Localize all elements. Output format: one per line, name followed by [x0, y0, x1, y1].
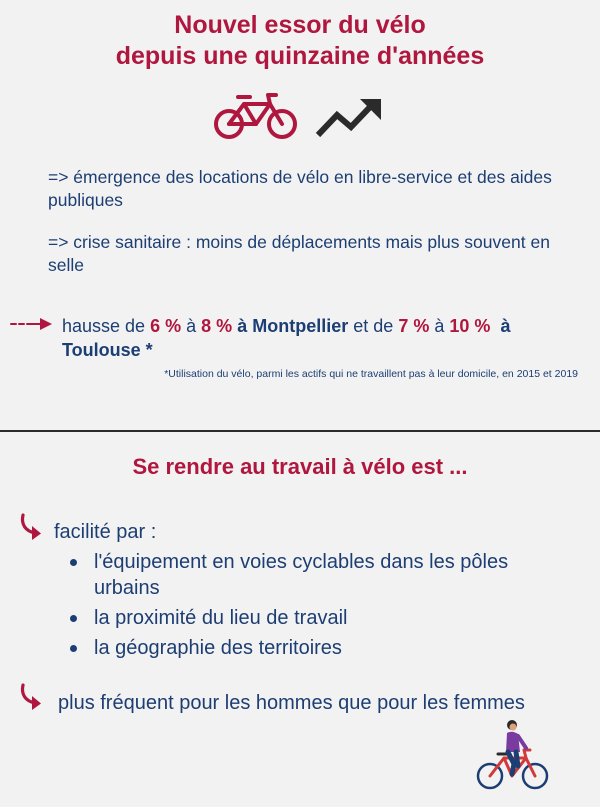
stat-prefix: hausse de — [62, 316, 146, 336]
trend-up-arrow-icon — [315, 97, 385, 139]
footnote: *Utilisation du vélo, parmi les actifs qui ne travaillent pas à leur domicile, en 2015 et 2019 — [164, 368, 578, 380]
bullet-dot — [70, 615, 77, 622]
list-item — [70, 549, 570, 601]
stat-value-montpellier-2015: 6 % — [150, 316, 182, 336]
stat-middle: et de — [353, 316, 394, 336]
more-frequent-statement: plus fréquent pour les hommes que pour les femmes — [58, 692, 525, 714]
title-line-1: Nouvel essor du vélo — [174, 11, 426, 39]
section-divider — [0, 430, 600, 432]
list-item — [70, 635, 570, 661]
bullet-dot — [70, 645, 77, 652]
facilitated-by-label: facilité par : — [54, 521, 157, 543]
factors-list — [70, 549, 570, 665]
icon-row — [0, 86, 600, 146]
stat-connector: à — [186, 316, 197, 336]
stat-value-toulouse-2019: 10 % — [449, 316, 491, 336]
list-item-text: l'équipement en voies cyclables dans les pôles urbains — [94, 551, 509, 599]
point-bike-sharing: => émergence des locations de vélo en libre-service et des aides publiques — [48, 167, 552, 210]
stat-value-toulouse-2015: 7 % — [398, 316, 430, 336]
list-item — [70, 605, 570, 631]
bicycle-icon — [212, 92, 302, 142]
dashed-arrow-icon — [10, 316, 54, 332]
point-health-crisis: => crise sanitaire : moins de déplacements mais plus souvent en selle — [48, 232, 550, 275]
curved-arrow-icon — [18, 682, 46, 712]
section-title: Se rendre au travail à vélo est ... — [132, 454, 468, 479]
title-line-2: depuis une quinzaine d'années — [115, 42, 485, 70]
list-item-text: la géographie des territoires — [94, 637, 342, 659]
stat-city-toulouse: à Toulouse * — [62, 316, 511, 360]
bullet-dot — [70, 559, 77, 566]
stat-connector: à — [434, 316, 445, 336]
list-item-text: la proximité du lieu de travail — [94, 607, 348, 629]
page-title — [0, 10, 600, 72]
usage-increase-statement — [62, 314, 582, 362]
cyclist-illustration — [474, 716, 554, 796]
curved-arrow-icon — [18, 512, 46, 542]
stat-value-montpellier-2019: 8 % — [201, 316, 233, 336]
stat-city-montpellier: à Montpellier — [237, 316, 349, 336]
